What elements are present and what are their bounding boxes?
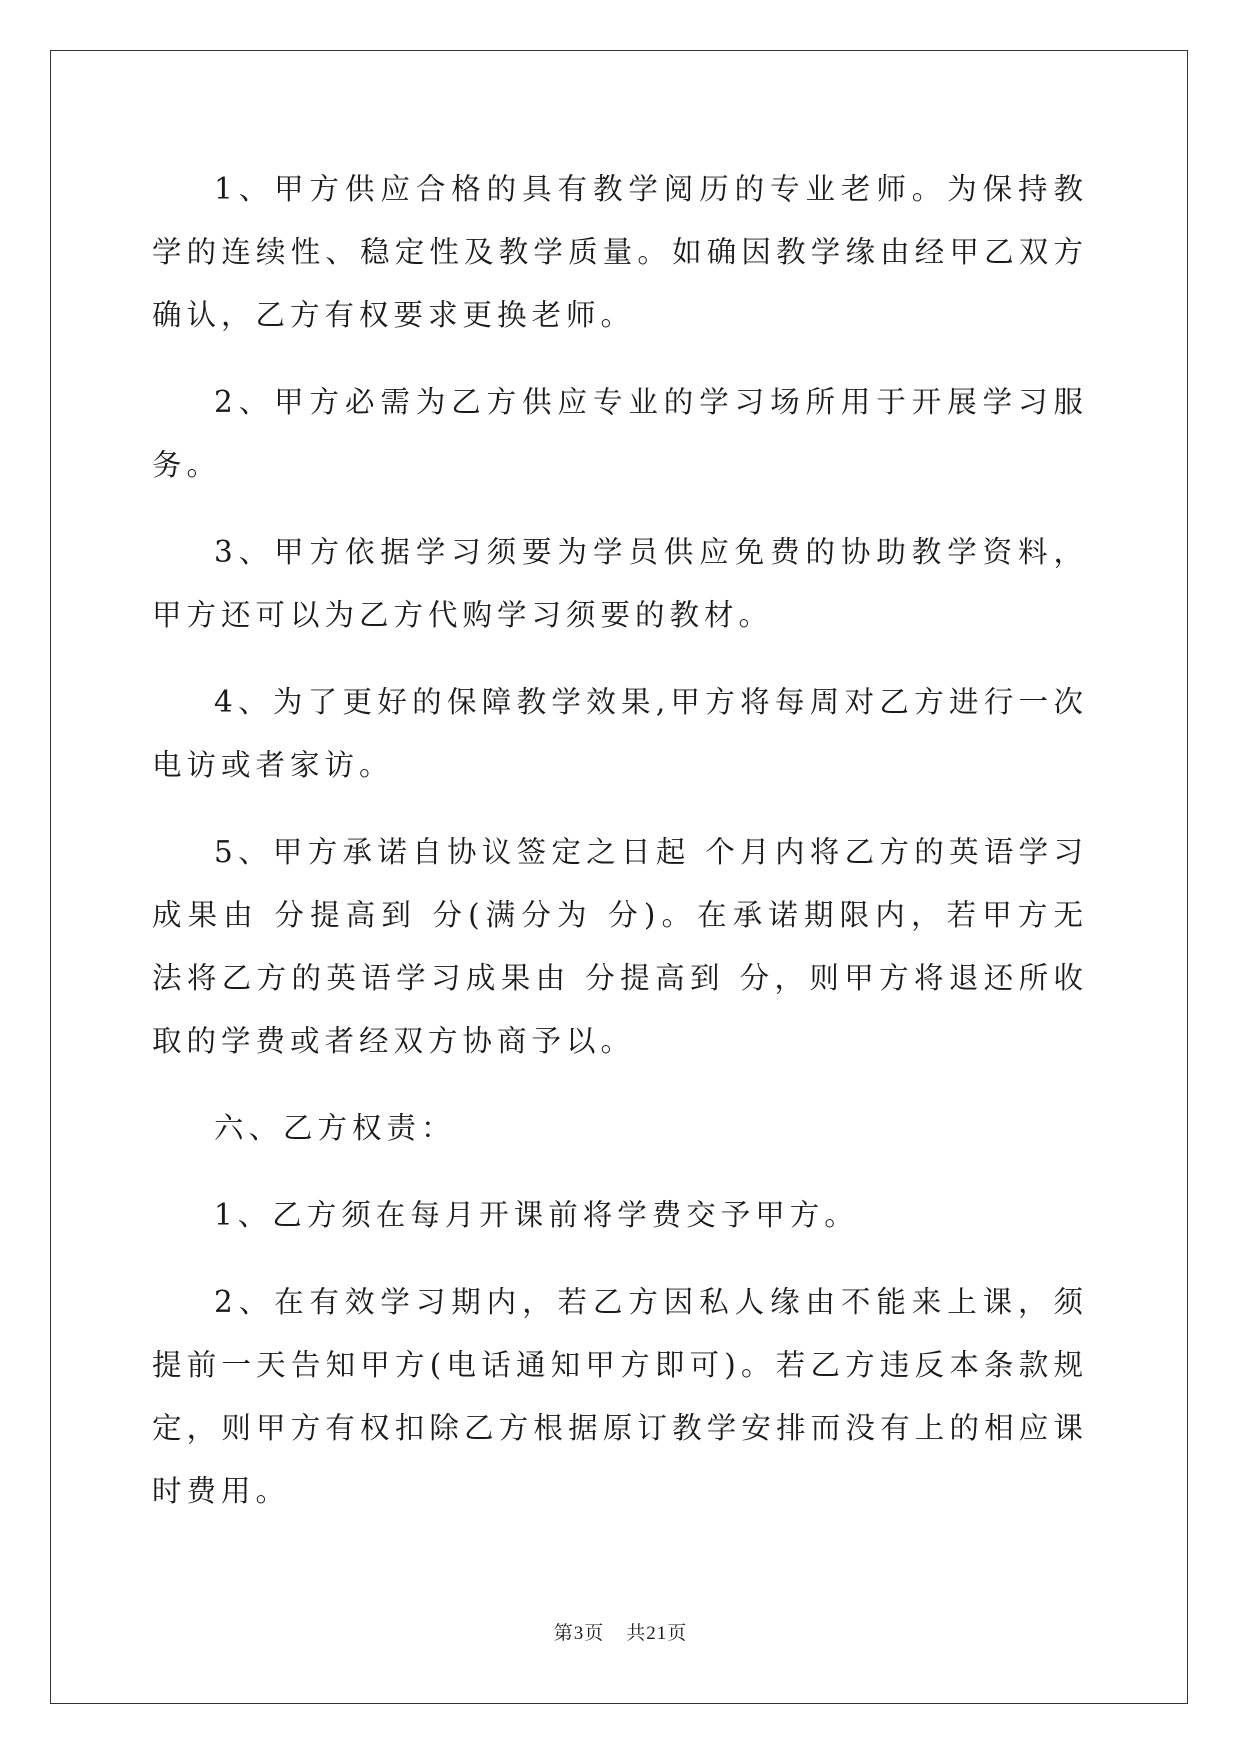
document-body (152, 158, 1088, 1547)
paragraph-5: 5、甲方承诺自协议签定之日起 个月内将乙方的英语学习成果由 分提高到 分(满分为 分)。在承诺期限内，若甲方无法将乙方的英语学习成果由 分提高到 分，则甲方将退还所收取的学费或者经双方协商予以。 (152, 835, 1088, 1058)
paragraph-3: 3、甲方依据学习须要为学员供应免费的协助教学资料，甲方还可以为乙方代购学习须要的教材。 (152, 535, 1088, 632)
current-page-number: 第3页 (553, 1623, 605, 1644)
page-footer (0, 1622, 1241, 1646)
total-pages: 共21页 (626, 1623, 688, 1644)
section-heading-party-b: 六、乙方权责： (214, 1111, 456, 1145)
paragraph-1: 1、甲方供应合格的具有教学阅历的专业老师。为保持教学的连续性、稳定性及教学质量。如确因教学缘由经甲乙双方确认，乙方有权要求更换老师。 (152, 172, 1088, 332)
paragraph-7: 2、在有效学习期内，若乙方因私人缘由不能来上课，须提前一天告知甲方(电话通知甲方即可)。若乙方违反本条款规定，则甲方有权扣除乙方根据原订教学安排而没有上的相应课时费用。 (152, 1285, 1088, 1508)
paragraph-6: 1、乙方须在每月开课前将学费交予甲方。 (214, 1198, 859, 1232)
paragraph-4: 4、为了更好的保障教学效果,甲方将每周对乙方进行一次电访或者家访。 (152, 685, 1088, 782)
paragraph-2: 2、甲方必需为乙方供应专业的学习场所用于开展学习服务。 (152, 385, 1088, 482)
